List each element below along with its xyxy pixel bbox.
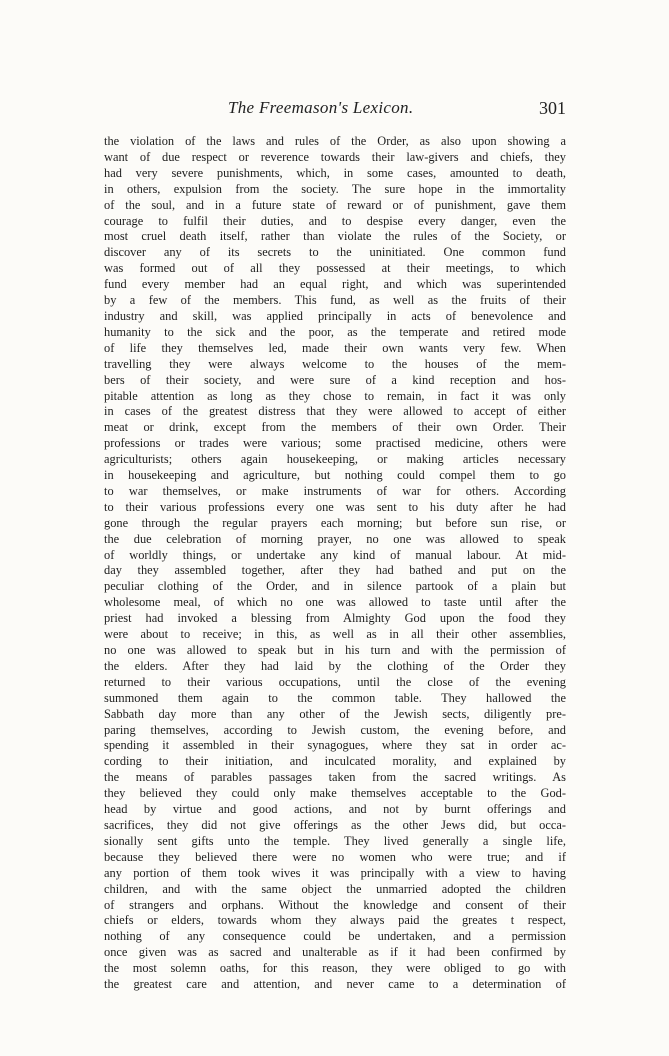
text-line: the most solemn oaths, for this reason, they were obliged to go with bbox=[104, 961, 566, 976]
text-line: in others, expulsion from the society. The sure hope in the immortality bbox=[104, 181, 566, 196]
text-line: to war themselves, or make instruments of war for others. According bbox=[104, 483, 566, 498]
text-line: chiefs or elders, towards whom they always paid the greates t respect, bbox=[104, 913, 566, 928]
text-line: in housekeeping and agriculture, but nothing could compel them to go bbox=[104, 468, 566, 483]
running-head bbox=[0, 98, 669, 122]
text-line: any portion of them took wives it was principally with a view to having bbox=[104, 865, 566, 880]
body-text bbox=[104, 134, 566, 993]
text-line: humanity to the sick and the poor, as the temperate and retired mode bbox=[104, 324, 566, 339]
text-line: day they assembled together, after they had bathed and put on the bbox=[104, 563, 566, 578]
text-line: priest had invoked a blessing from Almighty God upon the food they bbox=[104, 611, 566, 626]
text-line: the elders. After they had laid by the clothing of the Order they bbox=[104, 658, 566, 673]
text-line: industry and skill, was applied principally in acts of benevolence and bbox=[104, 308, 566, 323]
text-line: the means of parables passages taken from the sacred writings. As bbox=[104, 770, 566, 785]
text-line: children, and with the same object the unmarried adopted the children bbox=[104, 881, 566, 896]
text-line: returned to their various occupations, until the close of the evening bbox=[104, 674, 566, 689]
text-line: bers of their society, and were sure of a kind reception and hos- bbox=[104, 372, 566, 387]
text-line: wholesome meal, of which no one was allowed to taste until after the bbox=[104, 595, 566, 610]
text-line: want of due respect or reverence towards their law-givers and chiefs, they bbox=[104, 149, 566, 164]
text-line: of life they themselves led, made their own wants very few. When bbox=[104, 340, 566, 355]
text-line: discover any of its secrets to the uninitiated. One common fund bbox=[104, 245, 566, 260]
text-line: meat or drink, except from the members of their own Order. Their bbox=[104, 420, 566, 435]
text-line: of strangers and orphans. Without the knowledge and consent of their bbox=[104, 897, 566, 912]
text-line: fund every member had an equal right, and which was superintended bbox=[104, 277, 566, 292]
text-line: the violation of the laws and rules of the Order, as also upon showing a bbox=[104, 134, 566, 148]
text-line: summoned them again to the common table. They hallowed the bbox=[104, 690, 566, 705]
text-line: most cruel death itself, rather than violate the rules of the Society, or bbox=[104, 229, 566, 244]
text-line: spending it assembled in their synagogues, where they sat in order ac- bbox=[104, 738, 566, 753]
text-line: of worldly things, or undertake any kind of manual labour. At mid- bbox=[104, 547, 566, 562]
page-number: 301 bbox=[539, 98, 566, 118]
text-line: they believed they could only make themselves acceptable to the God- bbox=[104, 786, 566, 801]
text-line: peculiar clothing of the Order, and in silence partook of a plain but bbox=[104, 579, 566, 594]
text-line: sionally sent gifts unto the temple. They lived generally a single life, bbox=[104, 833, 566, 848]
text-line: paring themselves, according to Jewish custom, the evening before, and bbox=[104, 722, 566, 737]
text-line: the due celebration of morning prayer, no one was allowed to speak bbox=[104, 531, 566, 546]
text-line: sacrifices, they did not give offerings as the other Jews did, but occa- bbox=[104, 817, 566, 832]
text-line: in cases of the greatest distress that they were allowed to accept of either bbox=[104, 404, 566, 419]
text-line: were about to receive; in this, as well as in all their other assemblies, bbox=[104, 627, 566, 642]
text-line: gone through the regular prayers each morning; but before sun rise, or bbox=[104, 515, 566, 530]
text-line: professions or trades were various; some practised medicine, others were bbox=[104, 436, 566, 451]
text-line: nothing of any consequence could be undertaken, and a permission bbox=[104, 929, 566, 944]
text-line: head by virtue and good actions, and not by burnt offerings and bbox=[104, 802, 566, 817]
text-line: was formed out of all they possessed at their meetings, to which bbox=[104, 261, 566, 276]
text-line: pitable attention as long as they chose to remain, in fact it was only bbox=[104, 388, 566, 403]
text-line: to their various professions every one was sent to his duty after he had bbox=[104, 499, 566, 514]
text-line: courage to fulfil their duties, and to despise every danger, even the bbox=[104, 213, 566, 228]
text-line: agriculturists; others again housekeeping, or making articles necessary bbox=[104, 452, 566, 467]
text-line: once given was as sacred and unalterable as if it had been confirmed by bbox=[104, 945, 566, 960]
text-line: travelling they were always welcome to the houses of the mem- bbox=[104, 356, 566, 371]
text-line: because they believed there were no women who were true; and if bbox=[104, 849, 566, 864]
text-line: had very severe punishments, which, in some cases, amounted to death, bbox=[104, 165, 566, 180]
text-line: by a few of the members. This fund, as well as the fruits of their bbox=[104, 293, 566, 308]
text-line: no one was allowed to speak but in his turn and with the permission of bbox=[104, 643, 566, 657]
text-line: of the soul, and in a future state of reward or of punishment, gave them bbox=[104, 197, 566, 212]
text-line: cording to their initiation, and inculcated morality, and explained by bbox=[104, 754, 566, 769]
text-line: Sabbath day more than any other of the Jewish sects, diligently pre- bbox=[104, 706, 566, 721]
running-title: The Freemason's Lexicon. bbox=[228, 98, 414, 117]
text-line: the greatest care and attention, and never came to a determination of bbox=[104, 977, 566, 992]
